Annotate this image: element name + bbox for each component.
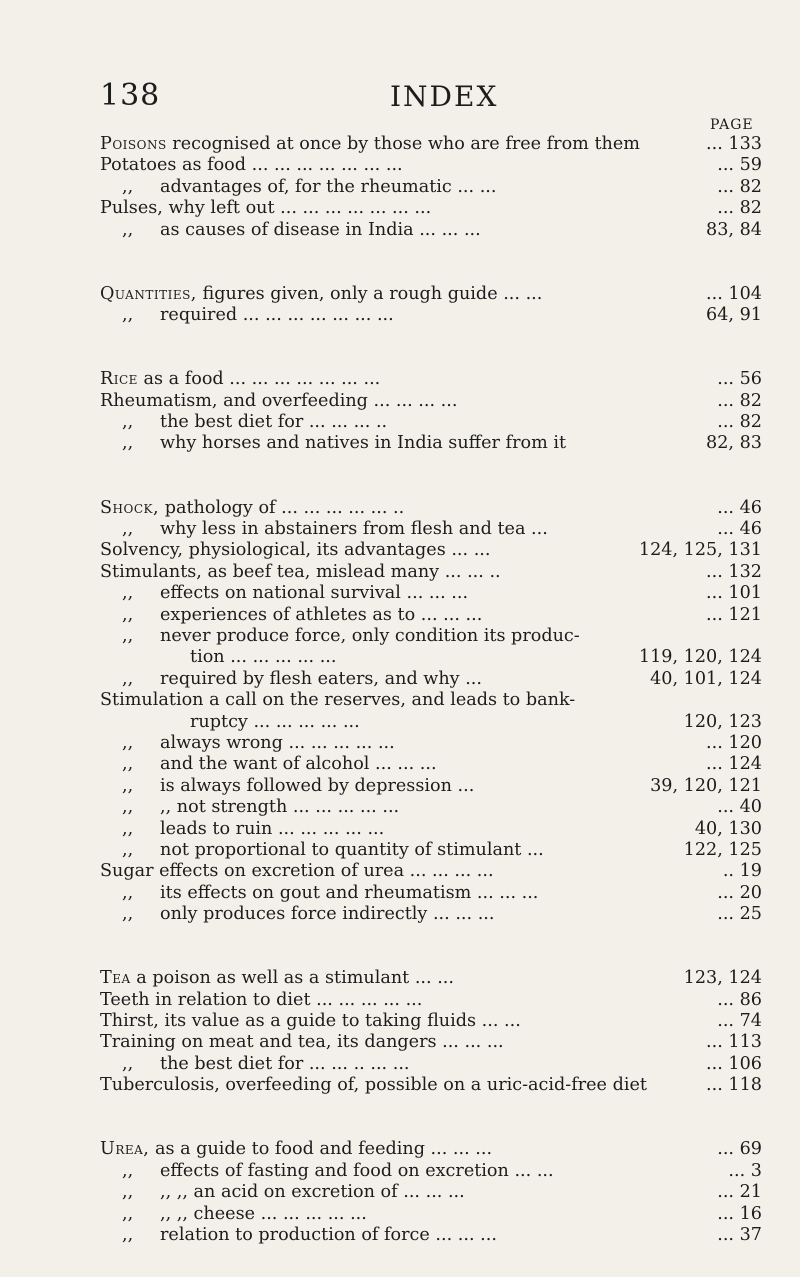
entry-text (100, 968, 454, 989)
entry-description: experiences of athletes as to ... ... ... (160, 604, 483, 625)
ditto-mark: ,, (122, 797, 134, 818)
index-entry (100, 861, 762, 882)
index-entry (100, 605, 762, 626)
index-entry (100, 1161, 762, 1182)
page-reference: ... 82 (717, 176, 762, 197)
entry-description: ,, not strength ... ... ... ... ... (160, 797, 400, 818)
entry-description: Stimulation a call on the reserves, and leads to bank- (100, 690, 576, 711)
ditto-mark: ,, (122, 604, 134, 625)
index-entry (100, 1011, 762, 1032)
entry-description: the best diet for ... ... .. ... ... (160, 1053, 410, 1074)
entry-text (122, 412, 387, 433)
page-reference: ... 46 (717, 519, 762, 540)
index-entry (100, 776, 762, 797)
page-reference: ... 106 (706, 1053, 762, 1074)
page-reference: ... 25 (717, 904, 762, 925)
entry-text (122, 1204, 367, 1225)
entry-text (100, 861, 494, 882)
entry-text (100, 540, 490, 561)
index-entry (100, 198, 762, 219)
index-entry (100, 369, 762, 390)
entry-text (190, 647, 336, 668)
page-reference: 119, 120, 124 (638, 647, 762, 668)
entry-text (122, 1182, 465, 1203)
ditto-mark: ,, (122, 775, 134, 796)
entry-description: always wrong ... ... ... ... ... (160, 732, 395, 753)
page-reference: 83, 84 (706, 219, 762, 240)
index-entry (100, 519, 762, 540)
entry-text (100, 690, 575, 711)
entry-description: as a guide to food and feeding ... ... ... (149, 1139, 493, 1160)
entry-description: ,, ,, an acid on excretion of ... ... ... (160, 1182, 465, 1203)
entry-text (122, 904, 494, 925)
page-reference: ... 46 (717, 497, 762, 518)
entry-description: only produces force indirectly ... ... ... (160, 904, 495, 925)
entry-text (100, 369, 380, 390)
entry-description: ruptcy ... ... ... ... ... (190, 711, 360, 732)
entry-text (122, 177, 497, 198)
entry-description: not proportional to quantity of stimulant ... (160, 839, 544, 860)
page-reference: .. 19 (722, 861, 762, 882)
entry-text (122, 626, 580, 647)
page-column-label: PAGE (710, 117, 754, 133)
index-entry (100, 712, 762, 733)
entry-description: effects of fasting and food on excretion ... ... (160, 1160, 554, 1181)
page-reference: ... 69 (717, 1139, 762, 1160)
entry-text (100, 391, 457, 412)
entry-description: the best diet for ... ... ... .. (160, 412, 388, 433)
index-entry (100, 284, 762, 305)
entry-text (122, 819, 384, 840)
entry-description: is always followed by depression ... (160, 775, 475, 796)
entry-heading: Rice (100, 369, 138, 390)
index-entry (100, 583, 762, 604)
entry-description: Training on meat and tea, its dangers ... ... ... (100, 1032, 504, 1053)
page-reference: ... 3 (728, 1160, 762, 1181)
entry-heading: Tea (100, 968, 131, 989)
page-reference: ... 121 (706, 604, 762, 625)
entry-text (190, 712, 360, 733)
entry-description: as causes of disease in India ... ... ... (160, 219, 481, 240)
ditto-mark: ,, (122, 839, 134, 860)
group-spacer (100, 1097, 762, 1118)
index-entry (100, 412, 762, 433)
page-reference: ... 120 (706, 732, 762, 753)
entry-description: leads to ruin ... ... ... ... ... (160, 818, 385, 839)
index-entry (100, 1225, 762, 1246)
entry-text (122, 1161, 554, 1182)
page-reference: 82, 83 (706, 433, 762, 454)
ditto-mark: ,, (122, 433, 134, 454)
entry-heading: Poisons (100, 134, 167, 154)
index-entry (100, 540, 762, 561)
group-spacer (100, 455, 762, 476)
entry-description: Sugar effects on excretion of urea ... ... ... ... (100, 861, 494, 882)
entry-description: relation to production of force ... ... ... (160, 1224, 497, 1245)
group-spacer (100, 327, 762, 348)
index-entries (100, 134, 762, 1246)
entry-description: as a food ... ... ... ... ... ... ... (137, 369, 381, 390)
index-entry (100, 433, 762, 454)
entry-heading: Shock, (100, 497, 160, 518)
running-head: INDEX (390, 80, 499, 113)
entry-text (100, 1139, 492, 1160)
entry-text (122, 305, 394, 326)
ditto-mark: ,, (122, 1053, 134, 1074)
index-entry (100, 562, 762, 583)
entry-text (100, 1032, 504, 1053)
page-reference: ... 101 (706, 583, 762, 604)
page-number: 138 (100, 78, 161, 113)
entry-description: and the want of alcohol ... ... ... (160, 754, 437, 775)
index-entry (100, 990, 762, 1011)
page-reference: 120, 123 (683, 711, 762, 732)
page-reference: ... 82 (717, 390, 762, 411)
page-reference: 64, 91 (706, 305, 762, 326)
page-reference: 40, 130 (694, 818, 762, 839)
entry-description: why less in abstainers from flesh and tea ... (160, 519, 548, 540)
group-spacer (100, 241, 762, 262)
entry-text (122, 754, 437, 775)
ditto-mark: ,, (122, 754, 134, 775)
entry-text (100, 1011, 521, 1032)
entry-text (100, 562, 501, 583)
index-entry (100, 840, 762, 861)
ditto-mark: ,, (122, 412, 134, 433)
entry-text (122, 433, 566, 454)
page-reference: 122, 125 (683, 839, 762, 860)
index-entry (100, 220, 762, 241)
entry-description: tion ... ... ... ... ... (190, 647, 337, 668)
index-entry (100, 1204, 762, 1225)
entry-description: a poison as well as a stimulant ... ... (130, 968, 454, 989)
entry-description: Stimulants, as beef tea, mislead many ... ... .. (100, 561, 501, 582)
index-entry (100, 1075, 762, 1096)
page-reference: ... 82 (717, 198, 762, 219)
entry-description: Potatoes as food ... ... ... ... ... ... ... (100, 155, 403, 176)
entry-text (122, 583, 468, 604)
page-reference: ... 118 (706, 1075, 762, 1096)
page-reference: ... 21 (717, 1182, 762, 1203)
entry-description: Teeth in relation to diet ... ... ... ... ... (100, 989, 423, 1010)
ditto-mark: ,, (122, 732, 134, 753)
entry-description: Solvency, physiological, its advantages ... ... (100, 540, 491, 561)
entry-text (122, 605, 482, 626)
entry-description: required by flesh eaters, and why ... (160, 668, 482, 689)
page-reference: 124, 125, 131 (638, 540, 762, 561)
index-entry (100, 391, 762, 412)
index-entry (100, 883, 762, 904)
page-reference: 39, 120, 121 (650, 775, 762, 796)
group-spacer (100, 262, 762, 283)
index-entry (100, 754, 762, 775)
group-spacer (100, 1118, 762, 1139)
entry-description: required ... ... ... ... ... ... ... (160, 305, 394, 326)
entry-description: pathology of ... ... ... ... ... .. (159, 497, 405, 518)
entry-text (122, 776, 474, 797)
index-entry (100, 819, 762, 840)
entry-description: effects on national survival ... ... ... (160, 583, 469, 604)
page-reference: ... 20 (717, 882, 762, 903)
group-spacer (100, 925, 762, 946)
index-entry (100, 134, 762, 155)
entry-text (100, 284, 542, 305)
ditto-mark: ,, (122, 176, 134, 197)
index-entry (100, 626, 762, 647)
group-spacer (100, 476, 762, 497)
entry-text (122, 1054, 410, 1075)
entry-text (122, 1225, 497, 1246)
entry-text (100, 990, 422, 1011)
entry-text (122, 733, 395, 754)
page-reference: ... 133 (706, 134, 762, 154)
entry-text (122, 797, 399, 818)
entry-text (122, 669, 482, 690)
ditto-mark: ,, (122, 882, 134, 903)
page-reference: ... 59 (717, 155, 762, 176)
group-spacer (100, 348, 762, 369)
index-entry (100, 155, 762, 176)
entry-description: Pulses, why left out ... ... ... ... ... ... ... (100, 198, 432, 219)
entry-text (122, 220, 481, 241)
index-entry (100, 733, 762, 754)
entry-heading: Urea, (100, 1139, 150, 1160)
entry-description: advantages of, for the rheumatic ... ... (160, 176, 497, 197)
index-entry (100, 1032, 762, 1053)
entry-text (100, 198, 431, 219)
entry-description: its effects on gout and rheumatism ... ... ... (160, 882, 539, 903)
ditto-mark: ,, (122, 305, 134, 326)
entry-text (122, 519, 548, 540)
index-entry (100, 968, 762, 989)
entry-description: recognised at once by those who are free from them (166, 134, 640, 154)
index-entry (100, 177, 762, 198)
index-entry (100, 647, 762, 668)
page-reference: ... 124 (706, 754, 762, 775)
ditto-mark: ,, (122, 583, 134, 604)
page-reference: 123, 124 (683, 968, 762, 989)
page-reference: ... 113 (706, 1032, 762, 1053)
index-entry (100, 498, 762, 519)
entry-text (122, 883, 538, 904)
page-header (100, 78, 760, 118)
entry-description: never produce force, only condition its produc- (160, 625, 580, 646)
entry-description: figures given, only a rough guide ... ... (196, 283, 543, 304)
ditto-mark: ,, (122, 904, 134, 925)
page-reference: ... 74 (717, 1011, 762, 1032)
entry-text (100, 498, 404, 519)
page-reference: ... 40 (717, 797, 762, 818)
ditto-mark: ,, (122, 818, 134, 839)
entry-description: why horses and natives in India suffer from it (160, 433, 567, 454)
ditto-mark: ,, (122, 625, 134, 646)
index-entry (100, 305, 762, 326)
page-reference: ... 104 (706, 283, 762, 304)
index-entry (100, 797, 762, 818)
page-reference: ... 132 (706, 561, 762, 582)
ditto-mark: ,, (122, 1160, 134, 1181)
entry-text (122, 840, 544, 861)
index-entry (100, 904, 762, 925)
page-reference: ... 56 (717, 369, 762, 390)
page-reference: ... 16 (717, 1203, 762, 1224)
page-reference: ... 37 (717, 1224, 762, 1245)
entry-description: Thirst, its value as a guide to taking fluids ... ... (100, 1011, 521, 1032)
page-reference: ... 86 (717, 989, 762, 1010)
index-entry (100, 1182, 762, 1203)
entry-description: ,, ,, cheese ... ... ... ... ... (160, 1203, 367, 1224)
entry-heading: Quantities, (100, 283, 197, 304)
ditto-mark: ,, (122, 668, 134, 689)
index-entry (100, 669, 762, 690)
entry-text (100, 1075, 647, 1096)
ditto-mark: ,, (122, 1182, 134, 1203)
ditto-mark: ,, (122, 1203, 134, 1224)
ditto-mark: ,, (122, 219, 134, 240)
index-entry (100, 690, 762, 711)
index-entry (100, 1054, 762, 1075)
entry-text (100, 155, 403, 176)
page-reference: ... 82 (717, 412, 762, 433)
page-reference: 40, 101, 124 (650, 668, 762, 689)
ditto-mark: ,, (122, 1224, 134, 1245)
group-spacer (100, 947, 762, 968)
index-entry (100, 1139, 762, 1160)
ditto-mark: ,, (122, 519, 134, 540)
entry-text (100, 134, 640, 155)
entry-description: Rheumatism, and overfeeding ... ... ... ... (100, 390, 458, 411)
entry-description: Tuberculosis, overfeeding of, possible on a uric-acid-free diet (100, 1075, 647, 1096)
